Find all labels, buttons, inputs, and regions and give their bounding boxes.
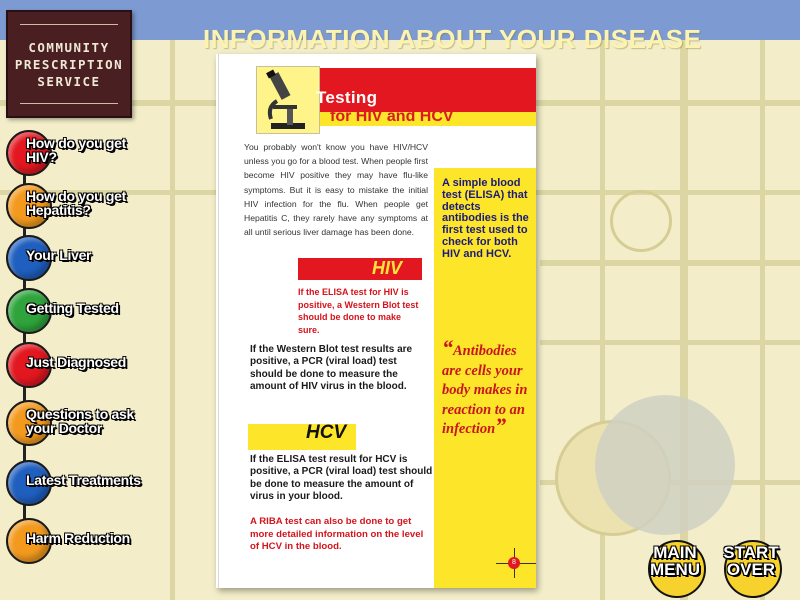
nav-label: Your Liver: [26, 247, 92, 263]
page-edge: [218, 54, 219, 588]
nav-label: How do you get HIV?: [26, 135, 127, 165]
nav-item-latest-treatments[interactable]: [4, 458, 194, 504]
intro-paragraph: You probably won't know you have HIV/HCV unless you go for a blood test. When people first become HIV positive they may have flu-like symptoms. But it is easy to mistake the initial HIV infection for the flu. When people get Hepatitis C, they rarely have any symptoms at all until serious liver damage has been done.: [244, 142, 428, 238]
nav-label: Questions to ask your Doctor: [26, 406, 135, 436]
nav-label: Getting Tested: [26, 300, 119, 316]
hcv-heading: HCV: [306, 422, 347, 443]
hiv-elisa-text: If the ELISA test for HIV is positive, a Western Blot test should be done to make sure.: [298, 287, 419, 335]
nav-item-just-diagnosed[interactable]: [4, 340, 194, 386]
logo-line-1: COMMUNITY: [28, 39, 110, 55]
logo-line-2: PRESCRIPTION: [14, 56, 124, 72]
nav-label: Just Diagnosed: [26, 354, 127, 370]
antibodies-quote: [442, 335, 534, 440]
quote-text: Antibodies are cells your body makes in reaction to an infection: [442, 343, 528, 437]
logo-line-3: SERVICE: [37, 73, 101, 89]
nav-label: Harm Reduction: [26, 530, 130, 546]
info-document[interactable]: [216, 54, 536, 588]
quote-open-mark: “: [442, 335, 453, 360]
document-title: Testing: [316, 88, 378, 107]
community-prescription-service-logo: [6, 10, 132, 118]
nav-label: Latest Treatments: [26, 472, 141, 488]
nav-item-how-do-you-get-hepatitis[interactable]: [4, 181, 194, 227]
quote-close-mark: ”: [495, 413, 507, 438]
riba-text: A RIBA test can also be done to get more detailed information on the level of HCV in the blood.: [250, 516, 424, 553]
elisa-blurb: A simple blood test (ELISA) that detects antibodies is the first test used to check for both HIV and HCV.: [442, 177, 529, 260]
nav-item-questions-to-ask-your-doctor[interactable]: [4, 398, 194, 444]
hiv-heading-bar: [298, 258, 422, 280]
western-blot-text: If the Western Blot test results are positive, a PCR (viral load) test should be done to measure the amount of HIV virus in the blood.: [250, 344, 413, 393]
document-subtitle: for HIV and HCV: [330, 108, 454, 125]
page-title: INFORMATION ABOUT YOUR DISEASE: [203, 24, 702, 54]
page-number: 8: [508, 557, 520, 569]
nav-item-getting-tested[interactable]: [4, 286, 194, 332]
hiv-heading: HIV: [372, 258, 403, 278]
microscope-icon: [256, 66, 320, 134]
nav-label: How do you get Hepatitis?: [26, 188, 127, 218]
nav-item-harm-reduction[interactable]: [4, 516, 194, 562]
hcv-elisa-text: If the ELISA test result for HCV is positive, a PCR (viral load) test should be done to measure the amount of virus in your blood.: [250, 454, 433, 503]
main-menu-button[interactable]: MAIN MENU: [649, 543, 701, 579]
nav-item-how-do-you-get-hiv[interactable]: [4, 128, 194, 174]
start-over-button[interactable]: START OVER: [723, 543, 779, 579]
nav-item-your-liver[interactable]: [4, 233, 194, 279]
